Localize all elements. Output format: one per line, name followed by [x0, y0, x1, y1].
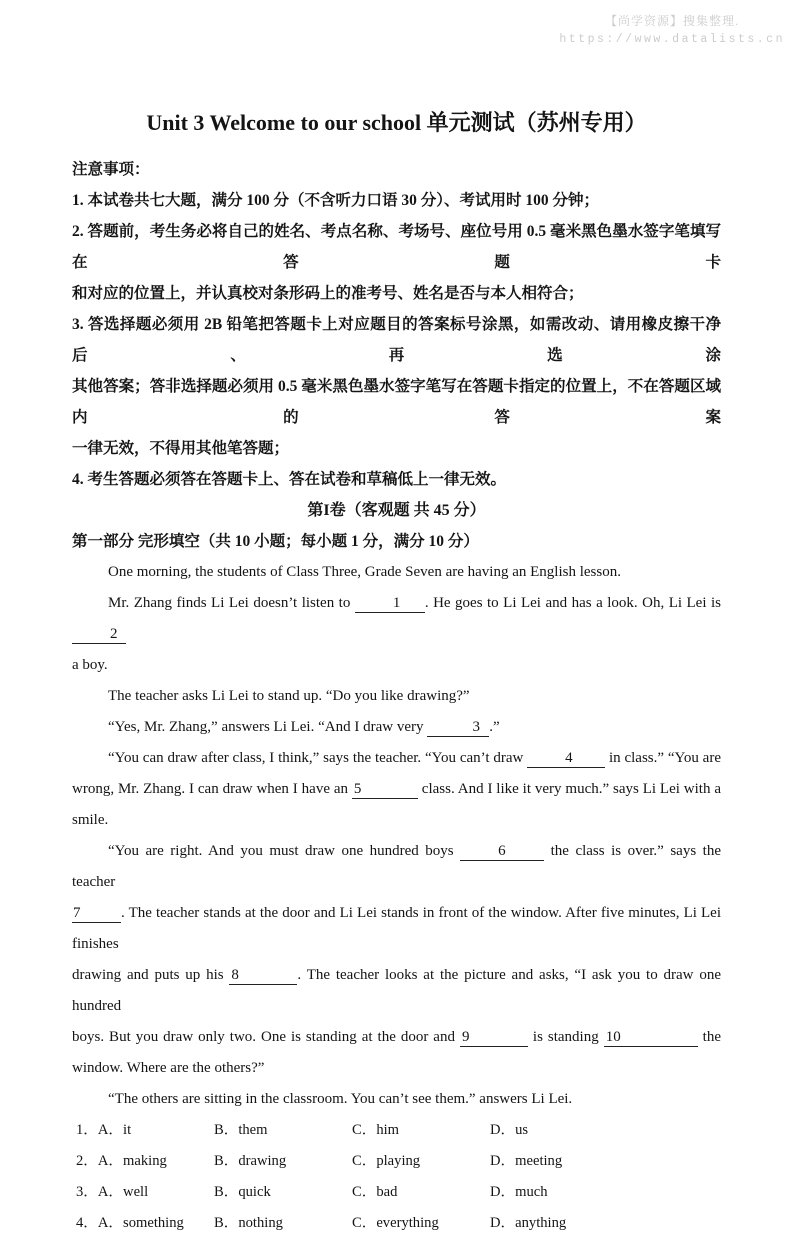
passage-line: a boy.: [72, 657, 108, 673]
passage-line: “You are right. And you must draw one hundred boys 6 the class is over.” says the teacher: [72, 843, 721, 890]
cloze-blank-10: 10: [604, 1029, 698, 1047]
question-3-option-D: D．much: [490, 1184, 548, 1200]
passage-line: “Yes, Mr. Zhang,” answers Li Lei. “And I draw very 3 .”: [108, 719, 500, 735]
cloze-blank-5: 5: [352, 781, 418, 799]
question-3-option-B: B．quick: [214, 1184, 271, 1200]
passage-line: The teacher asks Li Lei to stand up. “Do you like drawing?”: [108, 688, 470, 704]
question-2-option-B: B．drawing: [214, 1153, 287, 1169]
notice-line: 3. 答选择题必须用 2B 铅笔把答题卡上对应题目的答案标号涂黑，如需改动、请用橡皮擦干净后、再选涂: [72, 316, 721, 364]
question-3-option-A: 3．A．well: [76, 1184, 149, 1200]
question-3-option-C: C．bad: [352, 1184, 398, 1200]
passage-line: wrong, Mr. Zhang. I can draw when I have an 5 class. And I like it very much.” says Li Lei with a: [72, 781, 721, 797]
question-4-option-D: D．anything: [490, 1215, 567, 1231]
question-2-option-A: 2．A．making: [76, 1153, 167, 1169]
passage-line: drawing and puts up his 8 . The teacher looks at the picture and asks, “I ask you to draw one hundred: [72, 967, 721, 1014]
question-row-2: [72, 1146, 721, 1177]
question-row-4: [72, 1208, 721, 1239]
passage-line: boys. But you draw only two. One is standing at the door and 9 is standing 10 the: [72, 1029, 722, 1045]
question-row-1: [72, 1115, 721, 1146]
question-row-3: [72, 1177, 721, 1208]
notice-heading: 注意事项：: [72, 161, 150, 178]
notice-line: 其他答案；答非选择题必须用 0.5 毫米黑色墨水签字笔写在答题卡指定的位置上，不在答题区域内的答案: [72, 378, 721, 426]
watermark-url: https://www.datalists.cn: [559, 32, 785, 46]
passage-line: One morning, the students of Class Three, Grade Seven are having an English lesson.: [108, 564, 621, 580]
passage-line: Mr. Zhang finds Li Lei doesn’t listen to 1 . He goes to Li Lei and has a look. Oh, Li Lei is 2: [72, 588, 721, 650]
passage-line: smile.: [72, 812, 109, 828]
question-2-option-D: D．meeting: [490, 1153, 563, 1169]
cloze-blank-9: 9: [460, 1029, 528, 1047]
notice-line: 2. 答题前，考生务必将自己的姓名、考点名称、考场号、座位号用 0.5 毫米黑色墨水签字笔填写在答题卡: [72, 223, 721, 271]
notice-line: 一律无效，不得用其他笔答题；: [72, 440, 290, 457]
cloze-blank-6: 6: [460, 843, 544, 861]
part-heading: 第一部分 完形填空（共 10 小题；每小题 1 分，满分 10 分）: [72, 533, 479, 550]
cloze-blank-8: 8: [229, 967, 297, 985]
question-options: [72, 1115, 721, 1239]
passage-line: 7 . The teacher stands at the door and Li Lei stands in front of the window. After five minutes, Li Lei finishes: [72, 905, 721, 952]
question-1-option-A: 1．A．it: [76, 1122, 132, 1138]
question-2-option-C: C．playing: [352, 1153, 421, 1169]
page-title: Unit 3 Welcome to our school 单元测试（苏州专用）: [146, 110, 647, 135]
cloze-passage: [72, 557, 721, 1115]
notice-line: 和对应的位置上，并认真校对条形码上的准考号、姓名是否与本人相符合；: [72, 285, 584, 302]
notice-line: 4. 考生答题必须答在答题卡上、答在试卷和草稿低上一律无效。: [72, 471, 507, 488]
passage-line: “The others are sitting in the classroom. You can’t see them.” answers Li Lei.: [108, 1091, 573, 1107]
question-4-option-B: B．nothing: [214, 1215, 283, 1231]
cloze-blank-2: 2: [72, 626, 126, 644]
watermark: [559, 12, 785, 48]
passage-line: window. Where are the others?”: [72, 1060, 265, 1076]
watermark-source-text: 【尚学资源】搜集整理.: [605, 14, 740, 28]
question-1-option-D: D．us: [490, 1122, 529, 1138]
cloze-blank-7: 7: [72, 905, 121, 923]
cloze-blank-4: 4: [527, 750, 605, 768]
cloze-blank-1: 1: [355, 595, 425, 613]
passage-line: “You can draw after class, I think,” says the teacher. “You can’t draw 4 in class.” “You are: [108, 750, 721, 766]
notice-line: 1. 本试卷共七大题，满分 100 分（不含听力口语 30 分）、考试用时 100 分钟；: [72, 192, 600, 209]
volume-heading: 第I卷（客观题 共 45 分）: [307, 502, 486, 519]
question-1-option-B: B．them: [214, 1122, 268, 1138]
cloze-blank-3: 3: [427, 719, 489, 737]
question-4-option-A: 4．A．something: [76, 1215, 184, 1231]
question-4-option-C: C．everything: [352, 1215, 439, 1231]
question-1-option-C: C．him: [352, 1122, 400, 1138]
notice-list: [72, 185, 721, 495]
